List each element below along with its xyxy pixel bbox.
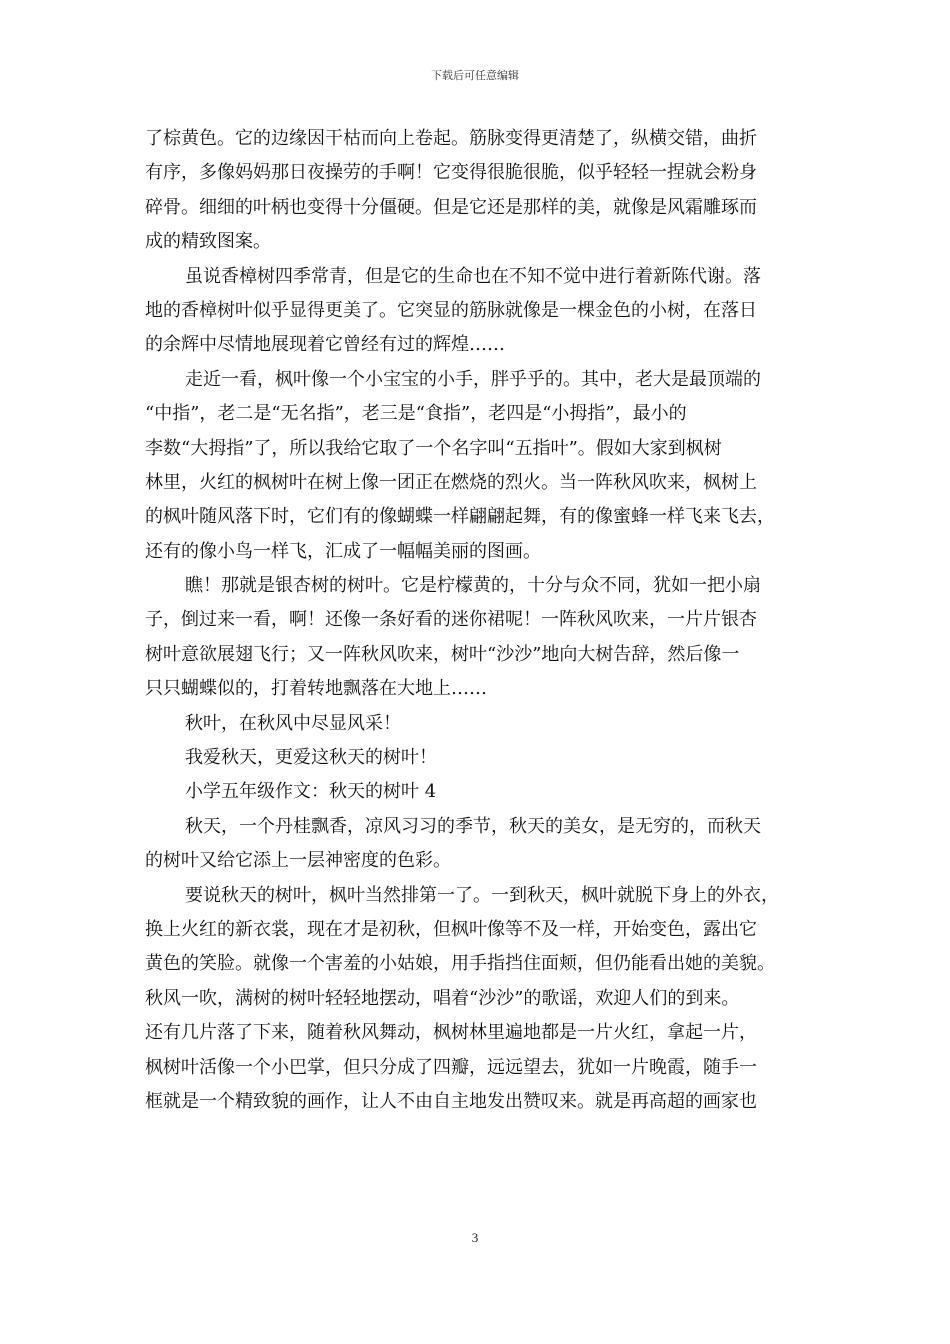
text-line: 有序，多像妈妈那日夜操劳的手啊！它变得很脆很脆，似乎轻轻一捏就会粉身 (145, 162, 757, 184)
text-line: 框就是一个精致貌的画作，让人不由自主地发出赞叹来。就是再高超的画家也 (145, 1090, 757, 1112)
text-line: 树叶意欲展翅飞行；又一阵秋风吹来，树叶“沙沙”地向大树告辞，然后像一 (145, 643, 740, 665)
text-line: 的余辉中尽情地展现着它曾经有过的辉煌…… (145, 334, 505, 356)
text-line: 成的精致图案。 (145, 231, 271, 253)
text-line: 要说秋天的树叶，枫叶当然排第一了。一到秋天，枫叶就脱下身上的外衣， (185, 884, 779, 906)
text-line: 走近一看，枫叶像一个小宝宝的小手，胖乎乎的。其中，老大是最顶端的 (185, 368, 761, 390)
text-line: 的树叶又给它添上一层神密度的色彩。 (145, 850, 451, 872)
text-line: 虽说香樟树四季常青，但是它的生命也在不知不觉中进行着新陈代谢。落 (185, 265, 761, 287)
text-line: 枫树叶活像一个小巴掌，但只分成了四瓣，远远望去，犹如一片晚霞，随手一 (145, 1056, 757, 1078)
page-header: 下载后可任意编辑 (431, 69, 519, 82)
text-line: 我爱秋天，更爱这秋天的树叶！ (185, 747, 437, 769)
text-line: 李数“大拇指”了，所以我给它取了一个名字叫“五指叶”。假如大家到枫树 (145, 437, 722, 459)
text-line: “中指”，老二是“无名指”，老三是“食指”，老四是“小拇指”，最小的 (145, 403, 687, 425)
text-line: 换上火红的新衣裳，现在才是初秋，但枫叶像等不及一样，开始变色，露出它 (145, 918, 757, 940)
text-line: 只只蝴蝶似的，打着转地飘落在大地上…… (145, 678, 487, 700)
text-line: 地的香樟树叶似乎显得更美了。它突显的筋脉就像是一棵金色的小树，在落日 (145, 299, 757, 321)
text-line: 瞧！那就是银杏树的树叶。它是柠檬黄的，十分与众不同，犹如一把小扇 (185, 575, 761, 597)
text-line: 林里，火红的枫树叶在树上像一团正在燃烧的烈火。当一阵秋风吹来，枫树上 (145, 471, 757, 493)
text-line: 秋天，一个丹桂飘香，凉风习习的季节，秋天的美女，是无穷的，而秋天 (185, 815, 761, 837)
page-number: 3 (471, 1230, 479, 1245)
text-line: 子，倒过来一看，啊！还像一条好看的迷你裙呢！一阵秋风吹来，一片片银杏 (145, 609, 757, 631)
text-line: 了棕黄色。它的边缘因干枯而向上卷起。筋脉变得更清楚了，纵横交错，曲折 (145, 128, 757, 149)
text-line: 还有的像小鸟一样飞，汇成了一幅幅美丽的图画。 (145, 540, 541, 562)
body-text (145, 122, 809, 1119)
text-line: 还有几片落了下来，随着秋风舞动，枫树林里遍地都是一片火红，拿起一片， (145, 1022, 757, 1044)
text-line: 碎骨。细细的叶柄也变得十分僵硬。但是它还是那样的美，就像是风霜雕琢而 (145, 196, 757, 218)
text-line: 秋风一吹，满树的树叶轻轻地摆动，唱着“沙沙”的歌谣，欢迎人们的到来。 (145, 987, 740, 1009)
text-line: 小学五年级作文：秋天的树叶 4 (185, 781, 437, 803)
text-line: 黄色的笑脸。就像一个害羞的小姑娘，用手指挡住面颊，但仍能看出她的美貌。 (145, 953, 775, 975)
text-line: 秋叶，在秋风中尽显风采！ (185, 712, 401, 734)
text-line: 的枫叶随风落下时，它们有的像蝴蝶一样翩翩起舞，有的像蜜蜂一样飞来飞去， (145, 506, 775, 528)
